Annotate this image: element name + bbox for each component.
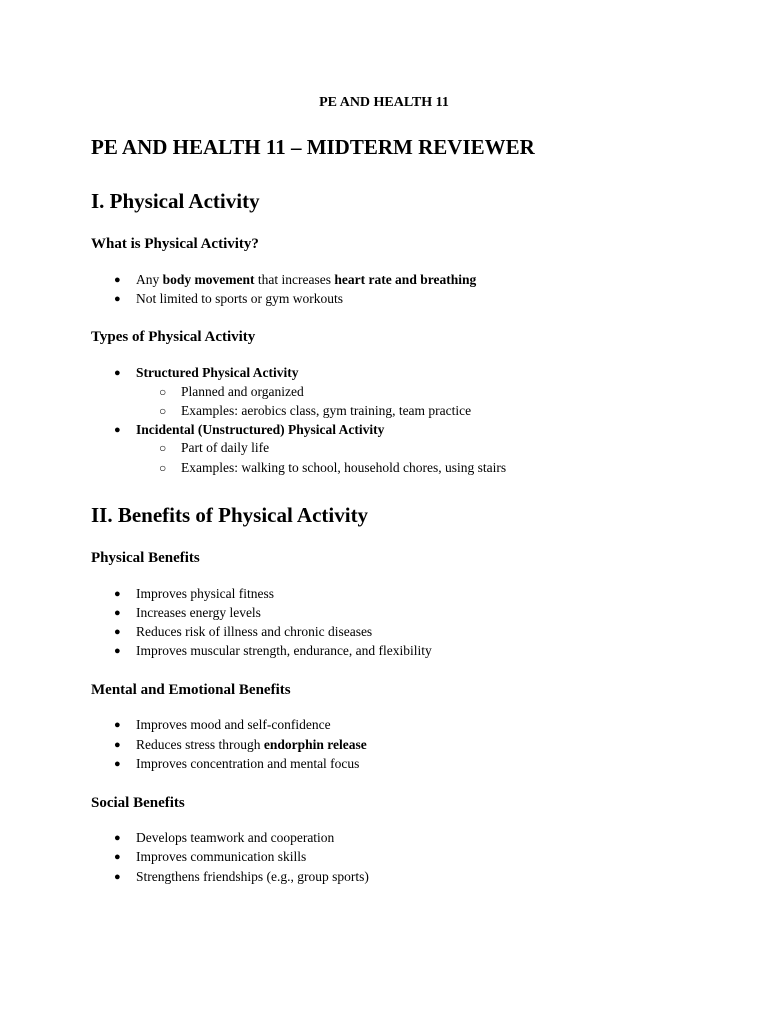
list-item: ● Incidental (Unstructured) Physical Activity — [114, 422, 385, 437]
sub-list-item: ○ Examples: aerobics class, gym training, team practice — [159, 403, 472, 418]
bullet-icon: ● — [114, 758, 121, 770]
list-item: ● Improves concentration and mental focus — [114, 756, 360, 771]
list-item: ● Not limited to sports or gym workouts — [114, 291, 343, 306]
subheading-social-benefits: Social Benefits — [91, 795, 185, 811]
document-title: PE AND HEALTH 11 – MIDTERM REVIEWER — [91, 135, 535, 159]
bullet-icon: ● — [114, 832, 121, 844]
circle-bullet-icon: ○ — [159, 461, 167, 475]
bullet-icon: ● — [114, 645, 121, 657]
bullet-icon: ● — [114, 274, 121, 286]
list-item: ● Any body movement that increases heart rate and breathing — [114, 272, 477, 287]
bullet-icon: ● — [114, 626, 121, 638]
list-item: ● Strengthens friendships (e.g., group sports) — [114, 869, 369, 884]
subheading-physical-benefits: Physical Benefits — [91, 550, 200, 566]
list-item: ● Reduces stress through endorphin release — [114, 737, 367, 752]
section-heading-benefits: II. Benefits of Physical Activity — [91, 503, 369, 527]
bullet-icon: ● — [114, 367, 121, 379]
sub-list-item: ○ Part of daily life — [159, 440, 270, 455]
list-item: ● Improves muscular strength, endurance, and flexibility — [114, 643, 432, 658]
bullet-icon: ● — [114, 739, 121, 751]
list-item: ● Improves mood and self-confidence — [114, 717, 331, 732]
bullet-icon: ● — [114, 851, 121, 863]
list-item: ● Improves physical fitness — [114, 586, 274, 601]
circle-bullet-icon: ○ — [159, 441, 167, 455]
circle-bullet-icon: ○ — [159, 404, 167, 418]
sub-list-item: ○ Planned and organized — [159, 384, 304, 399]
list-item: ● Develops teamwork and cooperation — [114, 830, 335, 845]
section-heading-physical-activity: I. Physical Activity — [91, 189, 260, 213]
sub-list-item: ○ Examples: walking to school, household chores, using stairs — [159, 460, 507, 475]
list-item: ● Increases energy levels — [114, 605, 261, 620]
bullet-icon: ● — [114, 607, 121, 619]
bullet-icon: ● — [114, 719, 121, 731]
bullet-icon: ● — [114, 293, 121, 305]
subheading-what-is-physical-activity: What is Physical Activity? — [91, 236, 259, 252]
subheading-types-of-physical-activity: Types of Physical Activity — [91, 329, 256, 345]
list-item: ● Improves communication skills — [114, 849, 307, 864]
bullet-icon: ● — [114, 424, 121, 436]
page-header: PE AND HEALTH 11 — [319, 95, 449, 110]
circle-bullet-icon: ○ — [159, 385, 167, 399]
subheading-mental-emotional-benefits: Mental and Emotional Benefits — [91, 682, 291, 698]
list-item: ● Structured Physical Activity — [114, 365, 299, 380]
bullet-icon: ● — [114, 588, 121, 600]
list-item: ● Reduces risk of illness and chronic diseases — [114, 624, 373, 639]
bullet-icon: ● — [114, 871, 121, 883]
